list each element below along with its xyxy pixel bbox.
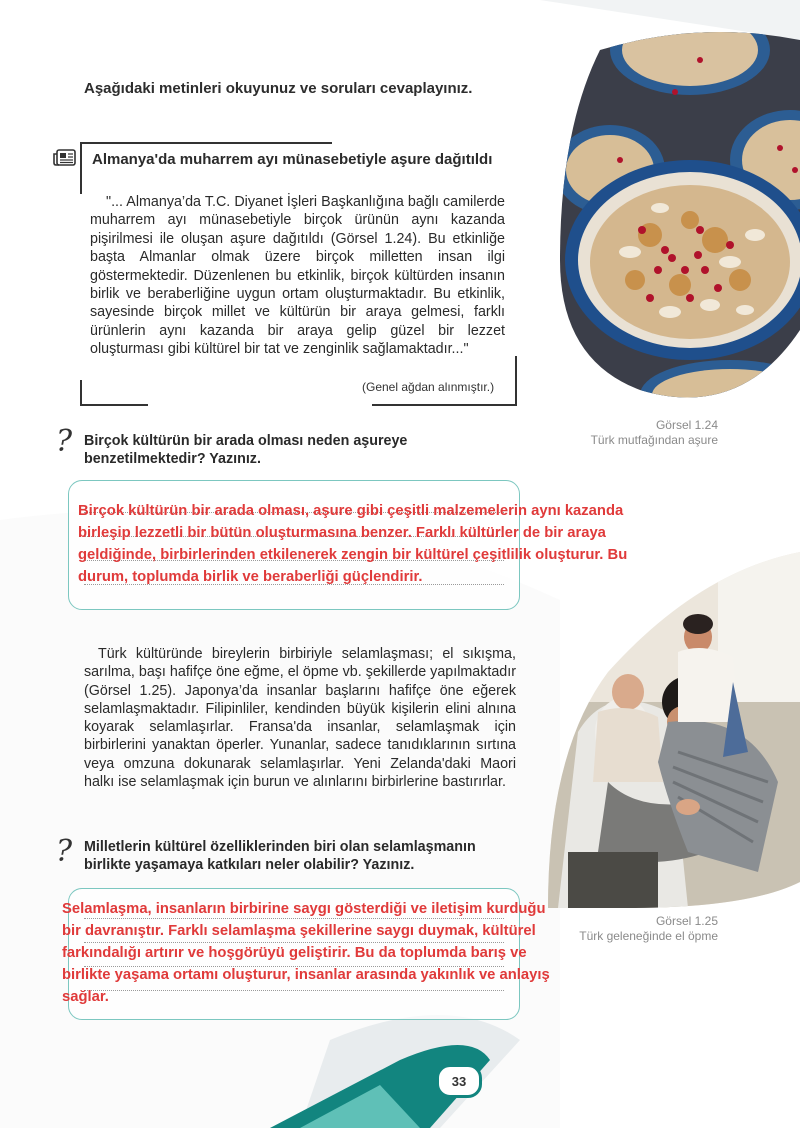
question-mark-icon: ? <box>56 834 73 869</box>
hand-kissing-photo <box>548 552 800 908</box>
answer1-text: Birçok kültürün bir arada olması, aşure gibi çeşitli malzemelerin aynı kazanda birleşip lezzetli bir bütün oluşturmasına benzer. Farklı kültürler de bir araya geldiğinde, birbirlerinden etkilenerek zengin bir kültürel çeşitlilik oluşturur. Bu durum, toplumda birlik ve beraberliği güçlendirir. <box>78 503 628 585</box>
question2-text: Milletlerin kültürel özelliklerinden biri olan selamlaşmanın birlikte yaşamaya katkıları neler olabilir? Yazınız. <box>84 839 476 873</box>
figure1-text: Türk mutfağından aşure <box>590 433 718 447</box>
news-body: "... Almanya’da T.C. Diyanet İşleri Başkanlığına bağlı camilerde muharrem ayı münasebetiyle birçok ürünün aynı kazanda pişirilmesi ile oluşan aşure dağıtıldı (Görsel 1.24). Bu etkinliğe başta Almanlar olmak üzere birçok milletten insan ilgi göstermektedir. Düzenlenen bu etkinlik, birçok kültürden insanın birlik ve beraberliğine uygun ortam oluşturmaktadır. Bu etkinlik, sayesinde birçok millet ve kültürün bir araya gelmesi, farklı ürünlerin aynı kazanda bir araya gelip güzel bir lezzet oluşturması gibi kültürel bir tat ve zenginlik sağlamaktadır..." <box>90 194 505 358</box>
news-source: (Genel ağdan alınmıştır.) <box>362 380 495 394</box>
question1-text: Birçok kültürün bir arada olması neden aşureye benzetilmektedir? Yazınız. <box>84 433 408 467</box>
figure2-caption <box>560 914 718 944</box>
figure1-label: Görsel 1.24 <box>655 418 718 432</box>
answer2-text: Selamlaşma, insanların birbirine saygı gösterdiği ve iletişim kurduğu bir davranıştır. Farklı selamlaşma şekillerine saygı duymak, kültürel farkındalığı artırır ve hoşgörüyü geliştirir. Bu da toplumda barış ve birlikte yaşama ortamı oluşturur, insanlar arasında yakınlık ve anlayış sağlar. <box>62 901 550 1005</box>
figure2-label: Görsel 1.25 <box>655 914 718 928</box>
page-number: 33 <box>436 1064 482 1098</box>
figure1-caption <box>560 418 718 448</box>
instruction-text: Aşağıdaki metinleri okuyunuz ve soruları cevaplayınız. <box>84 80 473 97</box>
greeting-paragraph: Türk kültüründe bireylerin birbiriyle selamlaşması; el sıkışma, sarılma, başı hafifçe öne eğme, el öpme vb. şekillerde yapılmaktadır (Görsel 1.25). Japonya’da insanlar başlarını hafifçe öne eğerek selamlaşmaktadır. Filipinliler, kendinden büyük kişilerin elini alnına koyarak selamlaşırlar. Fransa'da insanlar, selamlaşmak için birbirlerini yanaktan öperler. Yunanlar, sadece tanıdıklarının sırtına veya omzuna dokunarak selamlaşırlar. Yeni Zelanda'daki Maori halkı ise selamlaşmak için burun ve alınlarını birbirlerine bastırırlar. <box>84 646 516 791</box>
figure2-text: Türk geleneğinde el öpme <box>579 929 718 943</box>
ashure-photo <box>540 30 800 410</box>
question-mark-icon: ? <box>56 424 73 459</box>
news-title: Almanya'da muharrem ayı münasebetiyle aşure dağıtıldı <box>92 151 493 168</box>
news-frame-bottom-left <box>80 380 148 406</box>
newspaper-icon <box>53 148 77 168</box>
